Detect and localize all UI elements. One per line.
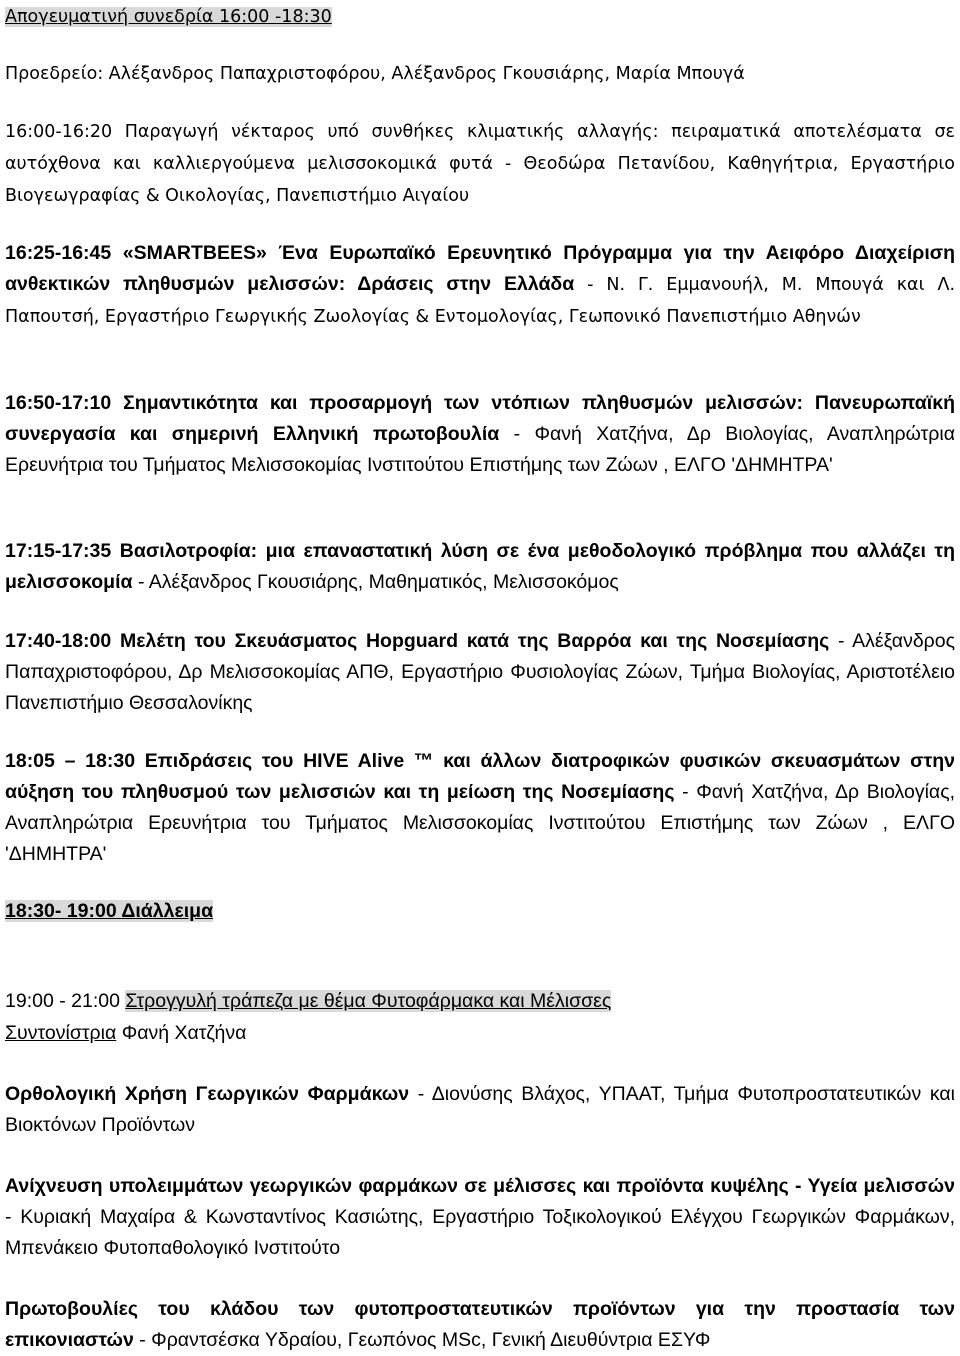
talk-title: Μελέτη του Σκευάσματος Hopguard κατά της Βαρρόα και της Νοσεμίασης: [119, 630, 830, 652]
talk-speaker: - Ν. Γ. Εμμανουήλ, Μ. Μπουγά και Λ. Παπουτσή, Εργαστήριο Γεωργικής Ζωολογίας & Εντομολογίας, Γεωπονικό Πανεπιστήμιο Αθηνών: [5, 275, 956, 327]
talk-title: Σημαντικότητα και προσαρμογή των ντόπιων πληθυσμών μελισσών: Πανευρωπαϊκή συνεργασία και σημερινή Ελληνική πρωτοβουλία: [5, 392, 955, 445]
talk-title: Επιδράσεις του HIVE Alive ™ και άλλων διατροφικών φυσικών σκευασμάτων στην αύξηση του πληθυσμού των μελισσιών και τη μείωση της Νοσεμίασης: [5, 750, 955, 803]
talk-3: [5, 388, 955, 481]
talk-4: [5, 536, 955, 598]
talk-speaker: - Θεοδώρα Πετανίδου, Καθηγήτρια, Εργαστήριο Βιογεωγραφίας & Οικολογίας, Πανεπιστήμιο Αιγαίου: [5, 154, 955, 206]
chairs-line: [5, 58, 955, 90]
topic-2: [5, 1171, 955, 1264]
coordinator-name: Φανή Χατζήνα: [121, 1022, 247, 1044]
topic-speaker: - Διονύσης Βλάχος, ΥΠΑΑΤ, Τμήμα Φυτοπροστατευτικών και Βιοκτόνων Προϊόντων: [5, 1083, 956, 1136]
talk-time: 16:25-16:45: [5, 242, 112, 264]
talk-title: «SMARTBEES» Ένα Ευρωπαϊκό Ερευνητικό Πρόγραμμα για την Αειφόρο Διαχείριση ανθεκτικών πληθυσμών μελισσών: Δράσεις στην Ελλάδα: [5, 242, 955, 295]
talk-speaker: - Αλέξανδρος Παπαχριστοφόρου, Δρ Μελισσοκομίας ΑΠΘ, Εργαστήριο Φυσιολογίας Ζώων, Τμήμα Βιολογίας, Αριστοτέλειο Πανεπιστήμιο Θεσσαλονίκης: [5, 630, 956, 714]
talk-speaker: - Φανή Χατζήνα, Δρ Βιολογίας, Αναπληρώτρια Ερευνήτρια του Τμήματος Μελισσοκομίας Ινστιτούτου Επιστήμης των Ζώων , ΕΛΓΟ 'ΔΗΜΗΤΡΑ': [5, 423, 956, 476]
talk-6: [5, 746, 955, 870]
break-label: 18:30- 19:00 Διάλλειμα: [5, 900, 214, 922]
roundtable-time: 19:00 - 21:00: [5, 990, 120, 1012]
coordinator-line: [5, 1018, 955, 1049]
topic-speaker: - Κυριακή Μαχαίρα & Κωνσταντίνος Κασιώτης, Εργαστήριο Τοξικολογικού Ελέγχου Γεωργικών Φαρμάκων, Μπενάκειο Φυτοπαθολογικό Ινστιτούτο: [5, 1206, 955, 1259]
talk-5: [5, 626, 955, 719]
chairs-names: Αλέξανδρος Παπαχριστοφόρου, Αλέξανδρος Γκουσιάρης, Μαρία Μπουγά: [108, 64, 745, 84]
talk-time: 16:50-17:10: [5, 392, 112, 414]
talk-2: [5, 238, 955, 333]
roundtable-heading: [5, 986, 955, 1017]
talk-title: Παραγωγή νέκταρος υπό συνθήκες κλιματικής αλλαγής: πειραματικά αποτελέσματα σε αυτόχθονα και καλλιεργούμενα μελισσοκομικά φυτά: [5, 122, 955, 174]
talk-1: [5, 116, 955, 212]
topic-title: Ανίχνευση υπολειμμάτων γεωργικών φαρμάκων σε μέλισσες και προϊόντα κυψέλης - Υγεία μελισσών: [5, 1175, 955, 1197]
talk-time: 17:15-17:35: [5, 540, 112, 562]
topic-title: Ορθολογική Χρήση Γεωργικών Φαρμάκων: [5, 1083, 410, 1105]
talk-time: 17:40-18:00: [5, 630, 112, 652]
topic-3: [5, 1294, 955, 1356]
talk-time: 16:00-16:20: [5, 122, 113, 142]
break-line: [5, 896, 955, 927]
topic-title: Πρωτοβουλίες του κλάδου των φυτοπροστατευτικών προϊόντων για την προστασία των επικονιαστών: [5, 1298, 955, 1351]
talk-speaker: - Φανή Χατζήνα, Δρ Βιολογίας, Αναπληρώτρια Ερευνήτρια του Τμήματος Μελισσοκομίας Ινστιτούτου Επιστήμης των Ζώων , ΕΛΓΟ 'ΔΗΜΗΤΡΑ': [5, 781, 956, 865]
topic-1: [5, 1079, 955, 1141]
session-heading: [5, 1, 955, 33]
chairs-label: Προεδρείο:: [5, 64, 104, 84]
topic-speaker: - Φραντσέσκα Υδραίου, Γεωπόνος MSc, Γενική Διευθύντρια ΕΣΥΦ: [139, 1329, 711, 1351]
coordinator-label: Συντονίστρια: [5, 1022, 117, 1044]
roundtable-title: Στρογγυλή τράπεζα με θέμα Φυτοφάρμακα και Μέλισσες: [125, 990, 612, 1012]
talk-speaker: - Αλέξανδρος Γκουσιάρης, Μαθηματικός, Μελισσοκόμος: [137, 571, 619, 593]
talk-time: 18:05 – 18:30: [5, 750, 136, 772]
session-title: Απογευματινή συνεδρία 16:00 -18:30: [5, 7, 332, 27]
talk-title: Βασιλοτροφία: μια επαναστατική λύση σε ένα μεθοδολογικό πρόβλημα που αλλάζει τη μελισσοκομία: [5, 540, 956, 593]
